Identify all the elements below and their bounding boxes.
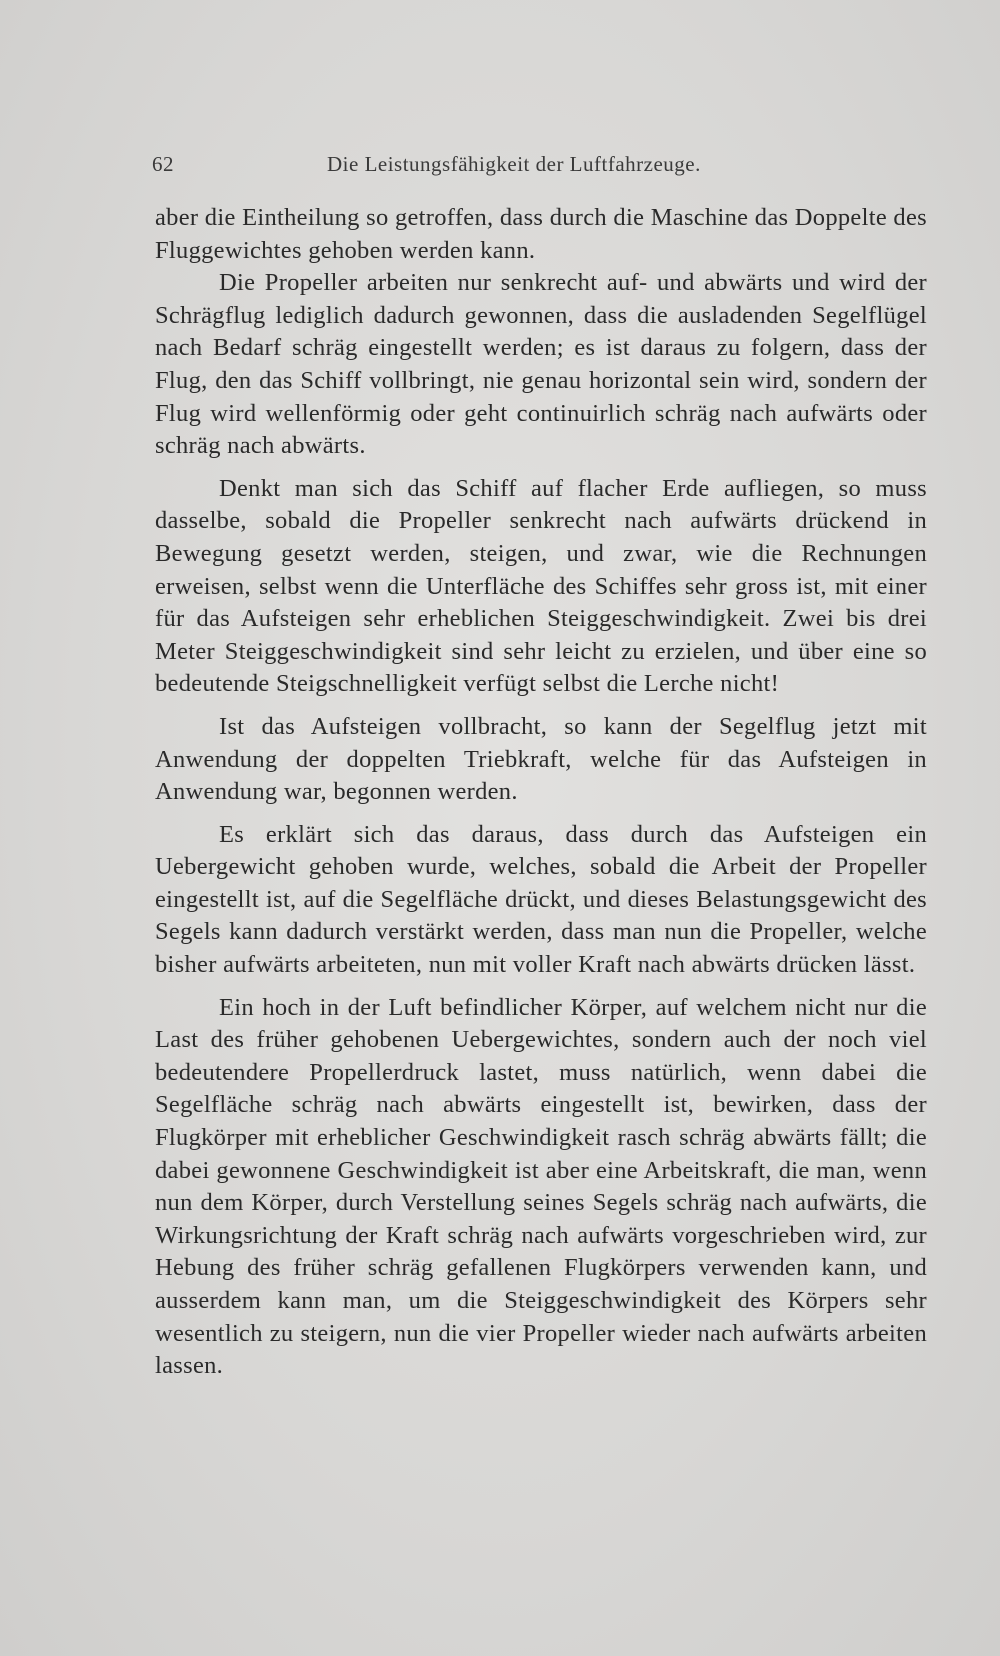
body-text xyxy=(155,202,927,1383)
paragraph-1: aber die Eintheilung so getroffen, dass durch die Maschine das Doppelte des Fluggewichtes gehoben werden kann. xyxy=(155,204,927,264)
page-header xyxy=(152,152,812,182)
paragraph-5: Es erklärt sich das daraus, dass durch das Aufsteigen ein Uebergewicht gehoben wurde, welches, sobald die Arbeit der Propeller eingestellt ist, auf die Segelfläche drückt, und dieses Belastungsgewicht des Segels kann dadurch verstärkt werden, dass man nun die Propeller, welche bisher aufwärts arbeiteten, nun mit voller Kraft nach abwärts drücken lässt. xyxy=(155,820,927,979)
page-number: 62 xyxy=(152,152,174,176)
running-title: Die Leistungsfähigkeit der Luftfahrzeuge. xyxy=(327,152,701,176)
paragraph-3: Denkt man sich das Schiff auf flacher Erde aufliegen, so muss dasselbe, sobald die Propeller senkrecht nach aufwärts drückend in Bewegung gesetzt werden, steigen, und zwar, wie die Rechnungen erweisen, selbst wenn die Unterfläche des Schiffes sehr gross ist, mit einer für das Aufsteigen sehr erheblichen Steiggeschwindigkeit. Zwei bis drei Meter Steiggeschwindigkeit sind sehr leicht zu erzielen, und über eine so bedeutende Steigschnelligkeit verfügt selbst die Lerche nicht! xyxy=(155,474,927,698)
paragraph-4: Ist das Aufsteigen vollbracht, so kann der Segelflug jetzt mit Anwendung der doppelten Triebkraft, welche für das Aufsteigen in Anwendung war, begonnen werden. xyxy=(155,712,927,806)
paragraph-2: Die Propeller arbeiten nur senkrecht auf- und abwärts und wird der Schrägflug lediglich dadurch gewonnen, dass die ausladenden Segelflügel nach Bedarf schräg eingestellt werden; es ist daraus zu folgern, dass der Flug, den das Schiff vollbringt, nie genau horizontal sein wird, sondern der Flug wird wellenförmig oder geht continuirlich schräg nach aufwärts oder schräg nach abwärts. xyxy=(155,269,927,460)
paragraph-6: Ein hoch in der Luft befindlicher Körper, auf welchem nicht nur die Last des früher gehobenen Uebergewichtes, sondern auch der noch viel bedeutendere Propellerdruck lastet, muss natürlich, wenn dabei die Segelfläche schräg nach abwärts eingestellt ist, bewirken, dass der Flugkörper mit erheblicher Geschwindigkeit rasch schräg abwärts fällt; die dabei gewonnene Geschwindigkeit ist aber eine Arbeitskraft, die man, wenn nun dem Körper, durch Verstellung seines Segels schräg nach aufwärts, die Wirkungsrichtung der Kraft schräg nach aufwärts vorgeschrieben wird, zur Hebung des früher schräg gefallenen Flugkörpers verwenden kann, und ausserdem kann man, um die Steiggeschwindigkeit des Körpers sehr wesentlich zu steigern, nun die vier Propeller wieder nach aufwärts arbeiten lassen. xyxy=(155,993,927,1380)
